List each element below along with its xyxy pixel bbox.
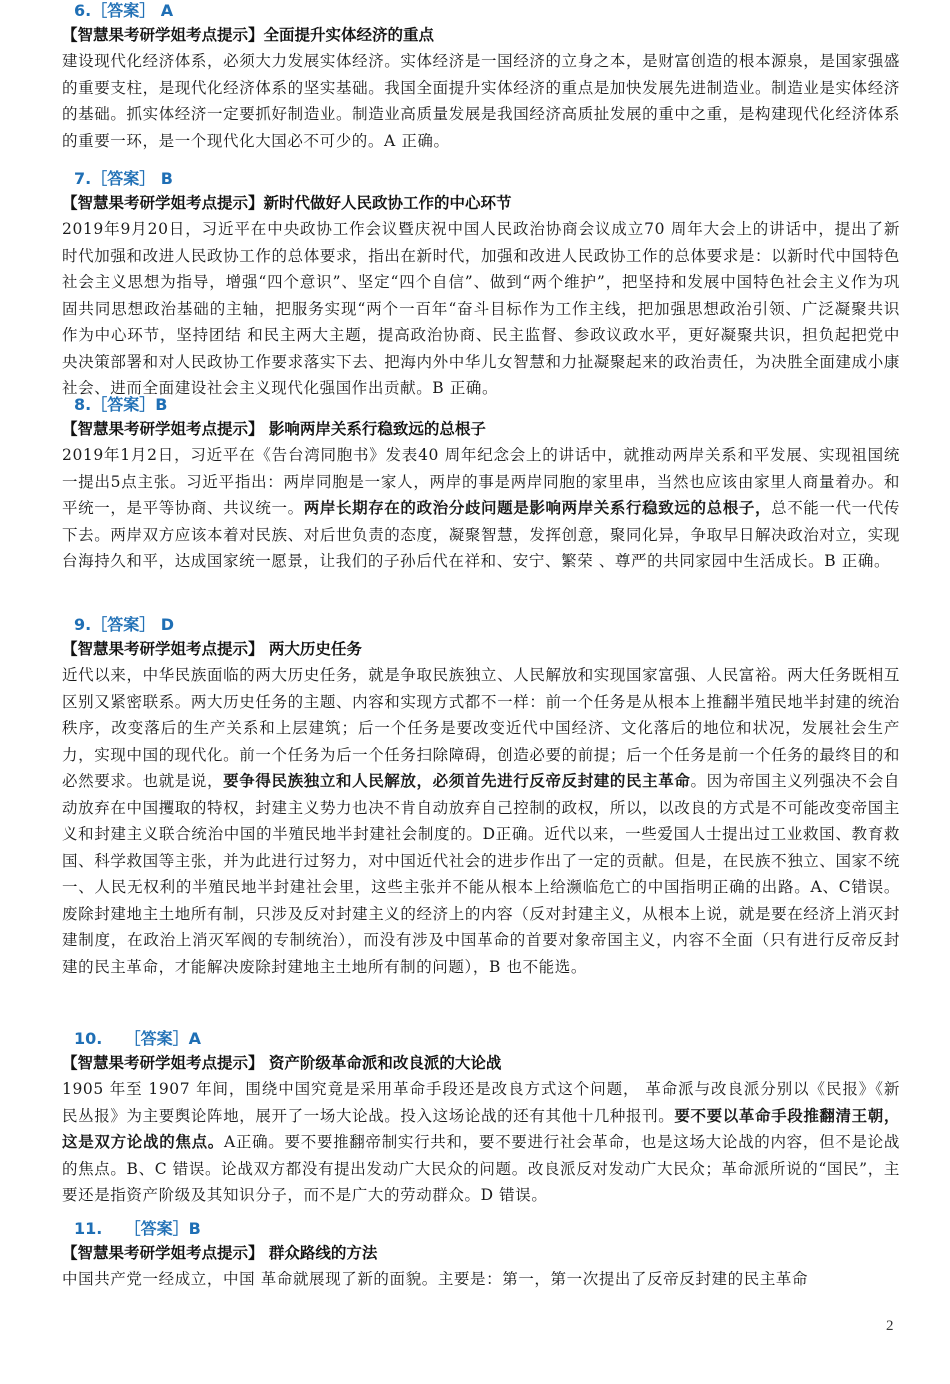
answer-block-7 — [62, 168, 900, 402]
answer-label: 8.［答案］B — [74, 395, 168, 414]
tip-heading: 【智慧果考研学姐考点提示】 资产阶级革命派和改良派的大论战 — [62, 1053, 502, 1072]
answer-label: 7.［答案］ B — [74, 169, 173, 188]
explanation-text — [62, 216, 900, 402]
tip-heading: 【智慧果考研学姐考点提示】全面提升实体经济的重点 — [62, 25, 435, 44]
answer-block-9 — [62, 614, 900, 980]
text-segment: 2019年1月2日，习近平在《告台湾同胞书》发表40 周年纪念会上的讲话中，就推动两岸关系和平发展、实现祖国统一提出5点主张。习近平指出：两岸同胞是一家人，两岸的事是两岸同胞的家里串，当然也应该由家里人商量着办。和平统一，是平等协商、共议统一。 — [62, 446, 900, 517]
text-segment: 建设现代化经济体系，必须大力发展实体经济。实体经济是一国经济的立身之本，是财富创造的根本源泉，是国家强盛的重要支柱，是现代化经济体系的坚实基础。我国全面提升实体经济的重点是加快发展先进制造业。制造业是实体经济的基础。抓实体经济一定要抓好制造业。制造业高质量发展是我国经济高质扯发展的重中之重，是构建现代化经济体系的重要一环，是一个现代化大国必不可少的。A 正确。 — [62, 52, 900, 150]
page-number: 2 — [886, 1318, 894, 1334]
explanation-text — [62, 48, 900, 154]
explanation-text — [62, 662, 900, 980]
answer-block-10 — [62, 1028, 900, 1209]
answer-block-8 — [62, 394, 900, 575]
text-segment: 1905 年至 1907 年间，围绕中国究竟是采用革命手段还是改良方式这个问题， 革命派与改良派分别以《民报》《新民丛报》为主要舆论阵地，展开了一场大论战。投入这场论战的还有其他十几种报刊。 — [62, 1080, 900, 1125]
tip-heading: 【智慧果考研学姐考点提示】 两大历史任务 — [62, 639, 362, 658]
tip-heading: 【智慧果考研学姐考点提示】 影响两岸关系行稳致远的总根子 — [62, 419, 486, 438]
explanation-text — [62, 1076, 900, 1209]
key-point-text: 要争得民族独立和人民解放，必须首先进行反帝反封建的民主革命 — [223, 771, 691, 790]
key-point-text: 要不要以革命手段推翻清王朝，这是双方论战的焦点。 — [62, 1105, 900, 1151]
text-segment: 2019年9月20日，习近平在中央政协工作会议暨庆祝中国人民政治协商会议成立70 周年大会上的讲话中，提出了新时代加强和改进人民政协工作的总体要求，指出在新时代，加强和改进人民政协工作的总体要求是：以新时代中国特色社会主义思想为指导，增强“四个意识”、坚定“四个自信”、做到“两个维护”，把坚持和发展中国特色社会主义作为巩固共同思想政治基础的主轴，把服务实现“两个一百年“奋斗目标作为工作主线，把加强思想政治引领、广泛凝聚共识作为中心环节，坚持团结 和民主两大主题，提高政治协商、民主监督、参政议政水平，更好凝聚共识，担负起把党中央决策部署和对人民政协工作要求落实下去、把海内外中华儿女智慧和力扯凝聚起来的政治责任，为决胜全面建成小康社会、进而全面建设社会主义现代化强国作出贡献。B 正确。 — [62, 220, 900, 397]
answer-label: 11. ［答案］B — [74, 1219, 201, 1238]
answer-block-11 — [62, 1218, 900, 1293]
answer-label: 6.［答案］ A — [74, 1, 174, 20]
key-point-text: 两岸长期存在的政治分歧问题是影响两岸关系行稳致远的总根子， — [303, 498, 772, 517]
answer-label: 10. ［答案］A — [74, 1029, 202, 1048]
text-segment: 近代以来，中华民族面临的两大历史任务，就是争取民族独立、人民解放和实现国家富强、人民富裕。两大任务既相互区别又紧密联系。两大历史任务的主题、内容和实现方式都不一样：前一个任务是从根本上推翻半殖民地半封建的统治秩序，改变落后的生产关系和上层建筑；后一个任务是要改变近代中国经济、文化落后的地位和状况，发展社会生产力，实现中国的现代化。前一个任务为后一个任务扫除障碍，创造必要的前提；后一个任务是前一个任务的最终目的和必然要求。也就是说， — [62, 666, 900, 790]
answer-label: 9.［答案］ D — [74, 615, 175, 634]
tip-heading: 【智慧果考研学姐考点提示】 群众路线的方法 — [62, 1243, 378, 1262]
text-segment: A正确。要不要推翻帝制实行共和，要不要进行社会革命，也是这场大论战的内容，但不是论战的焦点。B、C 错误。论战双方都没有提出发动广大民众的问题。改良派反对发动广大民众；革命派所说的“国民”，主要还是指资产阶级及其知识分子，而不是广大的劳动群众。D 错误。 — [62, 1133, 900, 1204]
explanation-text — [62, 442, 900, 575]
text-segment: 。因为帝国主义列强决不会自动放弃在中国攫取的特权，封建主义势力也决不肯自动放弃自己控制的政权，所以，以改良的方式是不可能改变帝国主义和封建主义联合统治中国的半殖民地半封建社会制度的。D正确。近代以来，一些爱国人士提出过工业救国、教育救国、科学救国等主张，并为此进行过努力，对中国近代社会的进步作出了一定的贡献。但是，在民族不独立、国家不统一、人民无权利的半殖民地半封建社会里，这些主张并不能从根本上给濒临危亡的中国指明正确的出路。A、C错误。废除封建地主土地所有制，只涉及反对封建主义的经济上的内容（反对封建主义，从根本上说，就是要在经济上消灭封建制度，在政治上消灭军阀的专制统治），而没有涉及中国革命的首要对象帝国主义，内容不全面（只有进行反帝反封建的民主革命，才能解决废除封建地主土地所有制的问题），B 也不能选。 — [62, 772, 900, 976]
answer-block-6 — [62, 0, 900, 154]
text-segment: 中国共产党一经成立，中国 革命就展现了新的面貌。主要是：第一，第一次提出了反帝反封建的民主革命 — [62, 1270, 809, 1288]
explanation-text — [62, 1266, 900, 1293]
text-segment: 总不能一代一代传下去。两岸双方应该本着对民族、对后世负责的态度，凝聚智慧，发挥创意，聚同化异，争取早日解决政治对立，实现台海持久和平，达成国家统一愿景，让我们的子孙后代在祥和、安宁、繁荣 、尊严的共同家园中生活成长。B 正确。 — [62, 499, 900, 570]
tip-heading: 【智慧果考研学姐考点提示】新时代做好人民政协工作的中心环节 — [62, 193, 512, 212]
